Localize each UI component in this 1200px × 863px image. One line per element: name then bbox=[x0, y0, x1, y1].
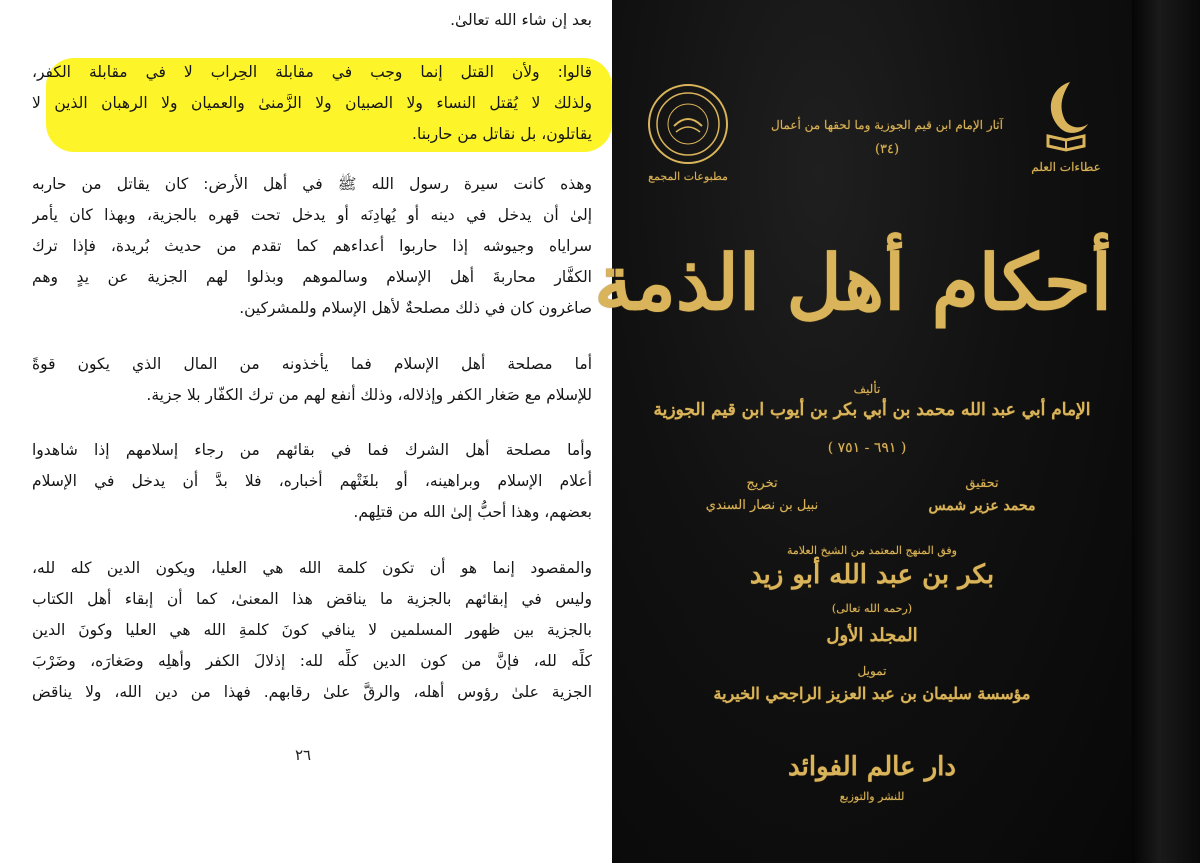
text-line: أعلام الإسلام وبراهينه، أو بلغَتْهم أخباره، فلا بدَّ أن يدخل في الإسلام bbox=[32, 472, 592, 490]
series-title: آثار الإمام ابن قيم الجوزية وما لحقها من أعمال bbox=[771, 118, 1003, 132]
author-dates: ( ٦٩١ - ٧٥١ ) bbox=[827, 440, 907, 456]
text-line: بعد إن شاء الله تعالىٰ. bbox=[450, 11, 592, 29]
book-title: أحكام أهل الذمة bbox=[594, 238, 1112, 327]
series-number: (٣٤) bbox=[874, 142, 900, 157]
page-number: ٢٦ bbox=[294, 746, 312, 764]
editor-name: محمد عزير شمس bbox=[928, 498, 1036, 514]
supervisor-name: بكر بن عبد الله أبو زيد bbox=[749, 560, 995, 590]
takhrij-label: تخريج bbox=[746, 476, 778, 491]
text-line: ولذلك لا يُقتل النساء ولا الصبيان ولا الزَّمنىٰ والعميان ولا الرهبان الذين لا bbox=[32, 94, 592, 112]
publisher-logo-text: عطاءات العلم bbox=[1031, 160, 1101, 174]
funding-label: تمويل bbox=[857, 664, 887, 678]
text-line: وأما مصلحة أهل الشرك فما في بقائهم من رجاء إسلامهم إذا شاهدوا bbox=[32, 441, 592, 459]
press-name: دار عالم الفوائد bbox=[788, 752, 956, 782]
text-line: إلىٰ أن يدخل في دينه أو يُهادِنَه أو يدخل تحت قهره بالجزية، وبهذا كان يأمر bbox=[32, 206, 592, 224]
text-line: بعضهم، وهذا أحبُّ إلىٰ الله من قتلِهم. bbox=[353, 503, 592, 521]
text-line: صاغرون كان في ذلك مصلحةٌ لأهل الإسلام وللمشركين. bbox=[239, 299, 592, 317]
editor-label: تحقيق bbox=[965, 476, 999, 491]
text-line: أما مصلحة أهل الإسلام فما يأخذونه من المال الذي يكون قوةً bbox=[32, 355, 592, 373]
text-line: الجزية علىٰ رؤوس أهله، والرقَّ علىٰ رقابهم. فهذا من دين الله، ولا يناقض bbox=[32, 683, 592, 701]
cover-spine bbox=[1132, 0, 1200, 863]
text-line: الكفَّار محاربةَ أهل الإسلام وسالموهم وبذلوا لهم الجزية عن يدٍ وهم bbox=[32, 268, 592, 286]
text-line: كلِّه لله، فإنَّ من كون الدين كلِّه لله: إذلالَ الكفر وأهلِه وصَغارَه، وضَرْبَ bbox=[32, 652, 592, 670]
text-line: وهذه كانت سيرة رسول الله ﷺ في أهل الأرض: كان يقاتل من حاربه bbox=[32, 175, 592, 193]
publisher-logo-icon bbox=[1030, 78, 1102, 158]
text-line: والمقصود إنما هو أن تكون كلمة الله هي العليا، ويكون الدين كله لله، bbox=[32, 559, 592, 577]
volume-label: المجلد الأول bbox=[826, 625, 918, 646]
author-label: تأليف bbox=[853, 382, 881, 396]
press-subtitle: للنشر والتوزيع bbox=[839, 790, 905, 803]
seal-caption: مطبوعات المجمع bbox=[648, 170, 728, 183]
supervisor-note: (رحمه الله تعالى) bbox=[831, 602, 913, 615]
text-line: يقاتلون، بل نقاتل من حاربنا. bbox=[412, 125, 592, 143]
text-line: سراياه وجيوشه إذا حاربوا أعداءهم كما تقدم من حديث بُريدة، فإذا ترك bbox=[32, 237, 592, 255]
funder-name: مؤسسة سليمان بن عبد العزيز الراجحي الخيرية bbox=[713, 684, 1031, 703]
supervision-line: وفق المنهج المعتمد من الشيخ العلامة bbox=[787, 544, 957, 557]
book-cover bbox=[594, 0, 1200, 863]
text-line: بالجزية بين ظهور المسلمين لا ينافي كونَ كلمةِ الله هي العليا وكونَ الدين bbox=[32, 621, 592, 639]
text-line: قالوا: ولأن القتل إنما وجب في مقابلة الحِراب لا في مقابلة الكفر، bbox=[32, 63, 592, 81]
text-line: للإسلام مع صَغار الكفر وإذلاله، وذلك أنفع لهم من ترك الكفّار بلا جزية. bbox=[146, 386, 592, 404]
takhrij-name: نبيل بن نصار السندي bbox=[705, 498, 819, 513]
seal-icon bbox=[646, 82, 730, 166]
author-name: الإمام أبي عبد الله محمد بن أبي بكر بن أيوب ابن قيم الجوزية bbox=[653, 400, 1091, 420]
text-line: وليس في إبقائهم بالجزية ما يناقض هذا المعنىٰ، كما أن إبقاء أهل الكتاب bbox=[32, 590, 592, 608]
